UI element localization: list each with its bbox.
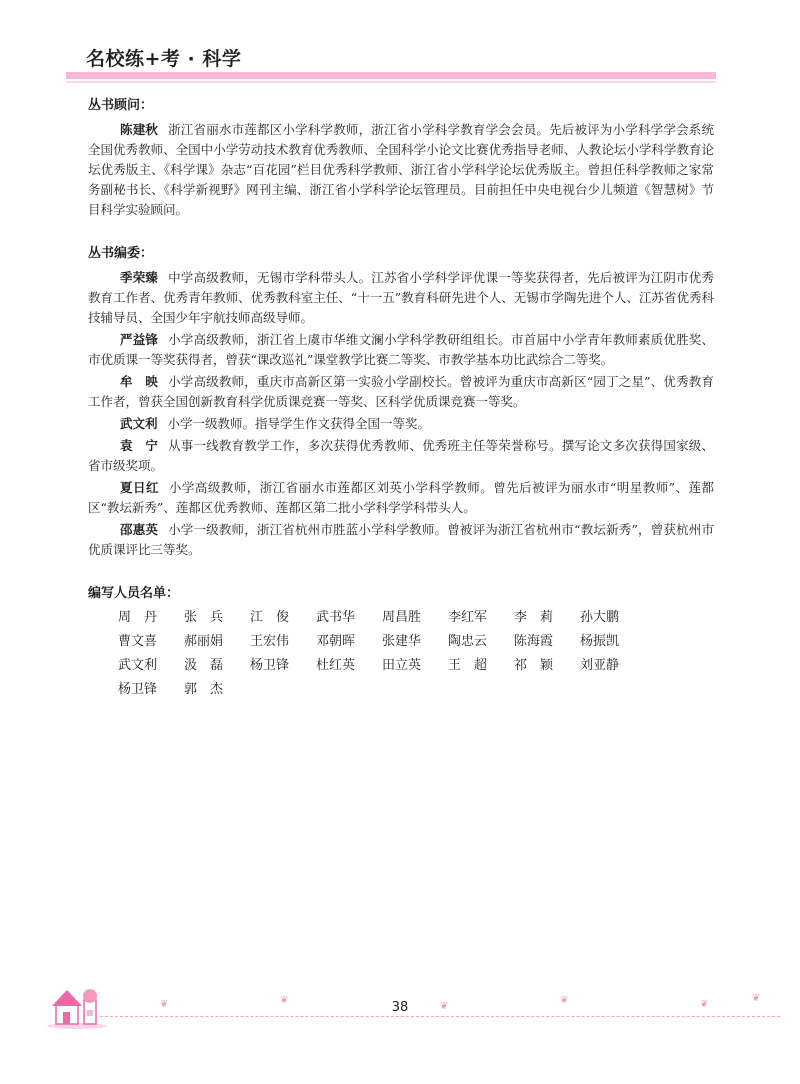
writer-name: 邓朝晖 [316,634,356,649]
sprout-icon: ❦ [440,1001,449,1012]
writer-name: 陈海霞 [514,634,554,649]
page-content [88,96,714,700]
sprout-icon: ❦ [280,995,289,1006]
editor-entry [88,436,714,476]
writer-name: 郝丽娟 [184,634,224,649]
sprout-icon: ❦ [160,999,169,1010]
writer-name: 武书华 [316,610,356,625]
section-title-writers: 编写人员名单： [88,586,180,601]
writer-name: 李 莉 [514,610,554,625]
writer-name: 杨卫锋 [250,658,290,673]
person-name: 牟 映 [120,374,159,389]
person-bio: 小学高级教师，浙江省上虞市华维文澜小学科学教研组组长。市首届中小学青年教师素质优胜奖、市优质课一等奖获得者，曾获“课改巡礼”课堂教学比赛二等奖、市教学基本功比武综合二等奖。 [88,332,714,367]
person-name: 陈建秋 [120,122,159,137]
writer-name: 王 超 [448,658,488,673]
person-bio: 从事一线教育教学工作，多次获得优秀教师、优秀班主任等荣誉称号。撰写论文多次获得国家级、省市级奖项。 [88,438,714,473]
writer-name: 武文利 [118,658,158,673]
writer-name: 杜红英 [316,658,356,673]
writer-name: 汲 磊 [184,658,224,673]
writer-name: 张 兵 [184,610,224,625]
editor-entry [88,478,714,518]
writer-name: 周 丹 [118,610,158,625]
writer-name: 杨振凯 [580,634,620,649]
writer-name: 陶忠云 [448,634,488,649]
page-number: 38 [391,1000,409,1015]
person-name: 邵惠英 [120,522,159,537]
writer-name: 周昌胜 [382,610,422,625]
writer-name: 孙大鹏 [580,610,620,625]
writer-name: 田立英 [382,658,422,673]
writer-name: 杨卫锋 [118,682,158,697]
editor-entry [88,520,714,560]
section-title-editors: 丛书编委： [88,246,154,261]
writer-name: 郭 杰 [184,682,224,697]
person-name: 袁 宁 [120,438,159,453]
advisor-entry [88,120,714,220]
editor-entry [88,414,714,434]
sprout-icon: ❦ [752,993,761,1004]
editor-section [88,244,714,560]
person-bio: 浙江省丽水市莲都区小学科学教师，浙江省小学科学教育学会会员。先后被评为小学科学学会系统全国优秀教师、全国中小学劳动技术教育优秀教师、全国科学小论文比赛优秀指导老师、人教论坛小学科学教育论坛优秀版主、《科学课》杂志“百花园”栏目优秀科学教师、浙江省小学科学论坛优秀版主。曾担任科学教师之家常务副秘书长、《科学新视野》网刊主编、浙江省小学科学论坛管理员。目前担任中央电视台少儿频道《智慧树》节目科学实验顾问。 [88,122,714,217]
writer-name: 曹文喜 [118,634,158,649]
person-name: 武文利 [120,416,158,431]
header-rule [66,72,716,79]
person-bio: 小学高级教师，重庆市高新区第一实验小学副校长。曾被评为重庆市高新区“园丁之星”、优秀教育工作者，曾获全国创新教育科学优质课竞赛一等奖、区科学优质课竞赛一等奖。 [88,374,714,409]
person-name: 夏日红 [120,480,159,495]
sprout-icon: ❦ [700,999,709,1010]
writer-name: 江 俊 [250,610,290,625]
person-bio: 小学一级教师。指导学生作文获得全国一等奖。 [167,416,431,431]
section-title-advisors: 丛书顾问： [88,98,154,113]
person-name: 季荣臻 [120,270,159,285]
writers-section [88,584,714,700]
person-bio: 小学一级教师，浙江省杭州市胜蓝小学科学教师。曾被评为浙江省杭州市“教坛新秀”，曾获杭州市优质课评比三等奖。 [88,522,714,557]
writer-name: 祁 颖 [514,658,554,673]
person-name: 严益锋 [120,332,159,347]
writer-name: 王宏伟 [250,634,290,649]
advisor-section [88,96,714,220]
person-bio: 小学高级教师，浙江省丽水市莲都区刘英小学科学教师。曾先后被评为丽水市“明星教师”、莲都区“教坛新秀”、莲都区优秀教师、莲都区第二批小学科学学科带头人。 [88,480,714,515]
editor-entry [88,268,714,328]
writer-name: 张建华 [382,634,422,649]
sprout-icon: ❦ [560,995,569,1006]
writers-list [118,608,714,700]
person-bio: 中学高级教师，无锡市学科带头人。江苏省小学科学评优课一等奖获得者，先后被评为江阴市优秀教育工作者、优秀青年教师、优秀教科室主任、“十一五”教育科研先进个人、无锡市学陶先进个人、江苏省优秀科技辅导员、全国少年宇航技师高级导师。 [88,270,714,325]
editor-entry [88,372,714,412]
writer-name: 刘亚静 [580,658,620,673]
writer-name: 李红军 [448,610,488,625]
editor-entry [88,330,714,370]
header-title: 名校练+考 · 科学 [86,48,242,70]
footer-dashed-line [100,1016,780,1017]
